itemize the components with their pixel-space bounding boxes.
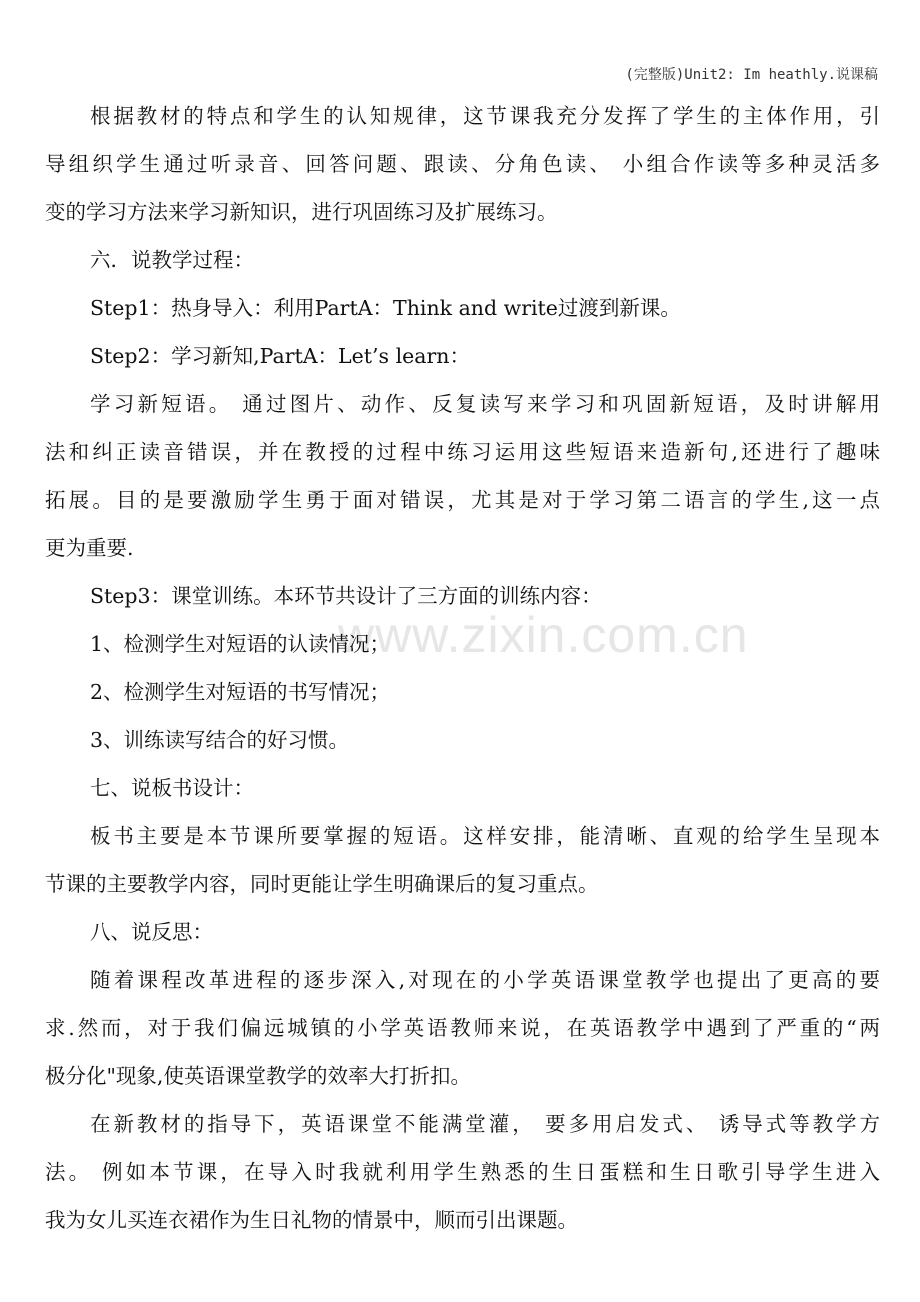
step3-line: Step3：课堂训练。本环节共设计了三方面的训练内容：: [90, 584, 602, 608]
section-heading-8: 八、说反思：: [90, 920, 213, 944]
paragraph-line: 变的学习方法来学习新知识，进行巩固练习及扩展练习。: [45, 200, 558, 224]
paragraph-line: 更为重要.: [45, 536, 134, 560]
section-heading-6: 六．说教学过程：: [90, 248, 254, 272]
section-heading-7: 七、说板书设计：: [90, 776, 254, 800]
paragraph-line: 求.然而，对于我们偏远城镇的小学英语教师来说，在英语教学中遇到了严重的“两: [45, 1016, 880, 1040]
paragraph-line: 学习新短语。 通过图片、动作、反复读写来学习和巩固新短语，及时讲解用: [90, 392, 880, 416]
paragraph-line: 根据教材的特点和学生的认知规律，这节课我充分发挥了学生的主体作用，引: [90, 104, 880, 128]
running-header: (完整版)Unit2: Im heathly.说课稿: [625, 67, 878, 83]
paragraph-line: 法和纠正读音错误，并在教授的过程中练习运用这些短语来造新句,还进行了趣味: [45, 440, 880, 464]
paragraph-line: 我为女儿买连衣裙作为生日礼物的情景中，顺而引出课题。: [45, 1208, 578, 1232]
paragraph-line: 法。 例如本节课，在导入时我就利用学生熟悉的生日蛋糕和生日歌引导学生进入: [45, 1160, 880, 1184]
paragraph-line: 板书主要是本节课所要掌握的短语。这样安排，能清晰、直观的给学生呈现本: [90, 824, 880, 848]
list-item: 3、训练读写结合的好习惯。: [90, 728, 350, 752]
document-body: [45, 92, 880, 1244]
paragraph-line: 导组织学生通过听录音、回答问题、跟读、分角色读、 小组合作读等多种灵活多: [45, 152, 880, 176]
list-item: 2、检测学生对短语的书写情况；: [90, 680, 391, 704]
step2-line: Step2：学习新知,PartA：Let’s learn：: [90, 344, 470, 368]
paragraph-line: 拓展。目的是要激励学生勇于面对错误，尤其是对于学习第二语言的学生,这一点: [45, 488, 880, 512]
list-item: 1、检测学生对短语的认读情况；: [90, 632, 391, 656]
paragraph-line: 极分化"现象,使英语课堂教学的效率大打折扣。: [45, 1064, 471, 1088]
watermark: www.zixin.com.cn: [338, 607, 749, 663]
paragraph-line: 随着课程改革进程的逐步深入,对现在的小学英语课堂教学也提出了更高的要: [90, 968, 880, 992]
paragraph-line: 在新教材的指导下，英语课堂不能满堂灌， 要多用启发式、 诱导式等教学方: [90, 1112, 880, 1136]
paragraph-line: 节课的主要教学内容，同时更能让学生明确课后的复习重点。: [45, 872, 599, 896]
step1-line: Step1：热身导入：利用PartA：Think and write过渡到新课。: [90, 296, 681, 320]
